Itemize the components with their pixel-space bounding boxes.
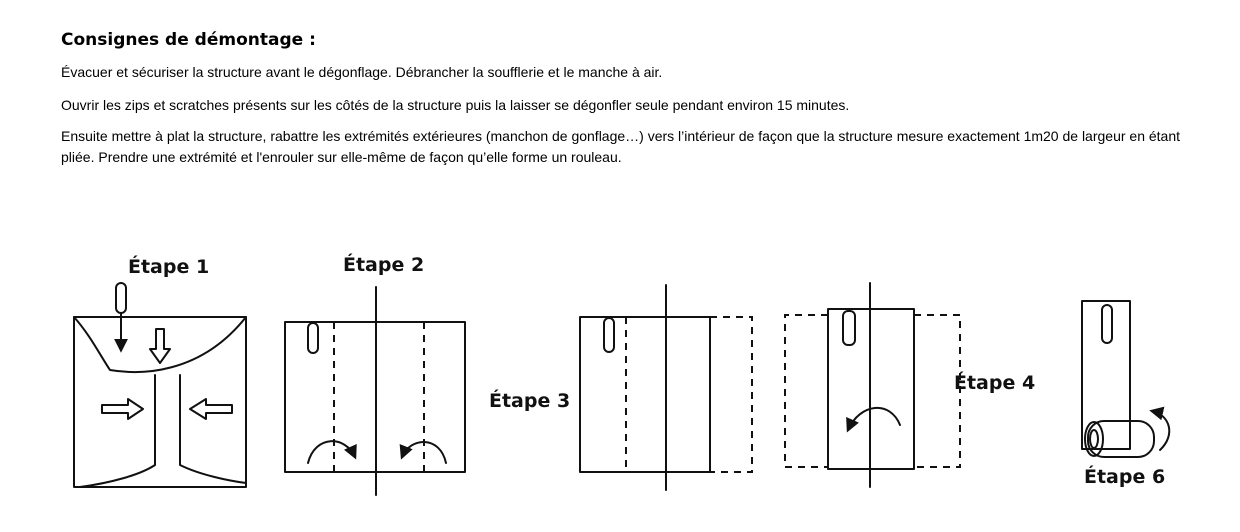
deflated-center-shape xyxy=(80,375,246,487)
step-2-diagram xyxy=(285,253,465,495)
folding-steps-illustration xyxy=(0,225,1240,525)
blower-tube-icon xyxy=(604,318,614,352)
blower-tube-icon xyxy=(116,283,126,313)
step-1-label: Étape 1 xyxy=(128,256,210,278)
rolled-strip-outline xyxy=(1082,301,1130,449)
blower-tube-icon xyxy=(843,311,855,345)
paragraph-3: Ensuite mettre à plat la structure, rabattre les extrémités extérieures (manchon de gonflage…) vers l’intérieur de façon que la structure mesure exactement 1m20 de largeur en étant pliée. Prendre une extrémité et l'enrouler sur elle-même de façon qu’elle forme un rouleau. xyxy=(61,128,1181,165)
blower-tube-icon xyxy=(1102,305,1112,343)
roll-core xyxy=(1090,430,1098,448)
instructions-document xyxy=(61,30,1191,180)
step-4-diagram xyxy=(785,283,1035,487)
step-3-label: Étape 3 xyxy=(489,390,571,412)
document-title: Consignes de démontage : xyxy=(61,30,316,50)
fold-arrow-right-icon xyxy=(308,441,355,463)
blower-tube-icon xyxy=(308,323,318,353)
unfolded-flap-outline xyxy=(710,317,752,472)
left-flap-dashed xyxy=(785,315,828,467)
step-4-label: Étape 4 xyxy=(954,372,1036,394)
fold-arrow-icon xyxy=(848,408,900,430)
arrow-down-block-icon xyxy=(150,329,170,363)
step-2-label: Étape 2 xyxy=(343,254,425,276)
step-1-diagram xyxy=(74,255,246,487)
step-3-diagram xyxy=(489,285,752,490)
step-6-label: Étape 6 xyxy=(1084,466,1166,488)
paragraph-1: Évacuer et sécuriser la structure avant le dégonflage. Débrancher la soufflerie et le manche à air. xyxy=(61,64,663,80)
step-6-diagram xyxy=(1082,301,1169,488)
arrow-left-block-icon xyxy=(190,399,232,419)
half-folded-outline xyxy=(580,317,710,472)
paragraph-2: Ouvrir les zips et scratches présents sur les côtés de la structure puis la laisser se dégonfler seule pendant environ 15 minutes. xyxy=(61,97,850,113)
arrow-right-block-icon xyxy=(102,399,143,419)
